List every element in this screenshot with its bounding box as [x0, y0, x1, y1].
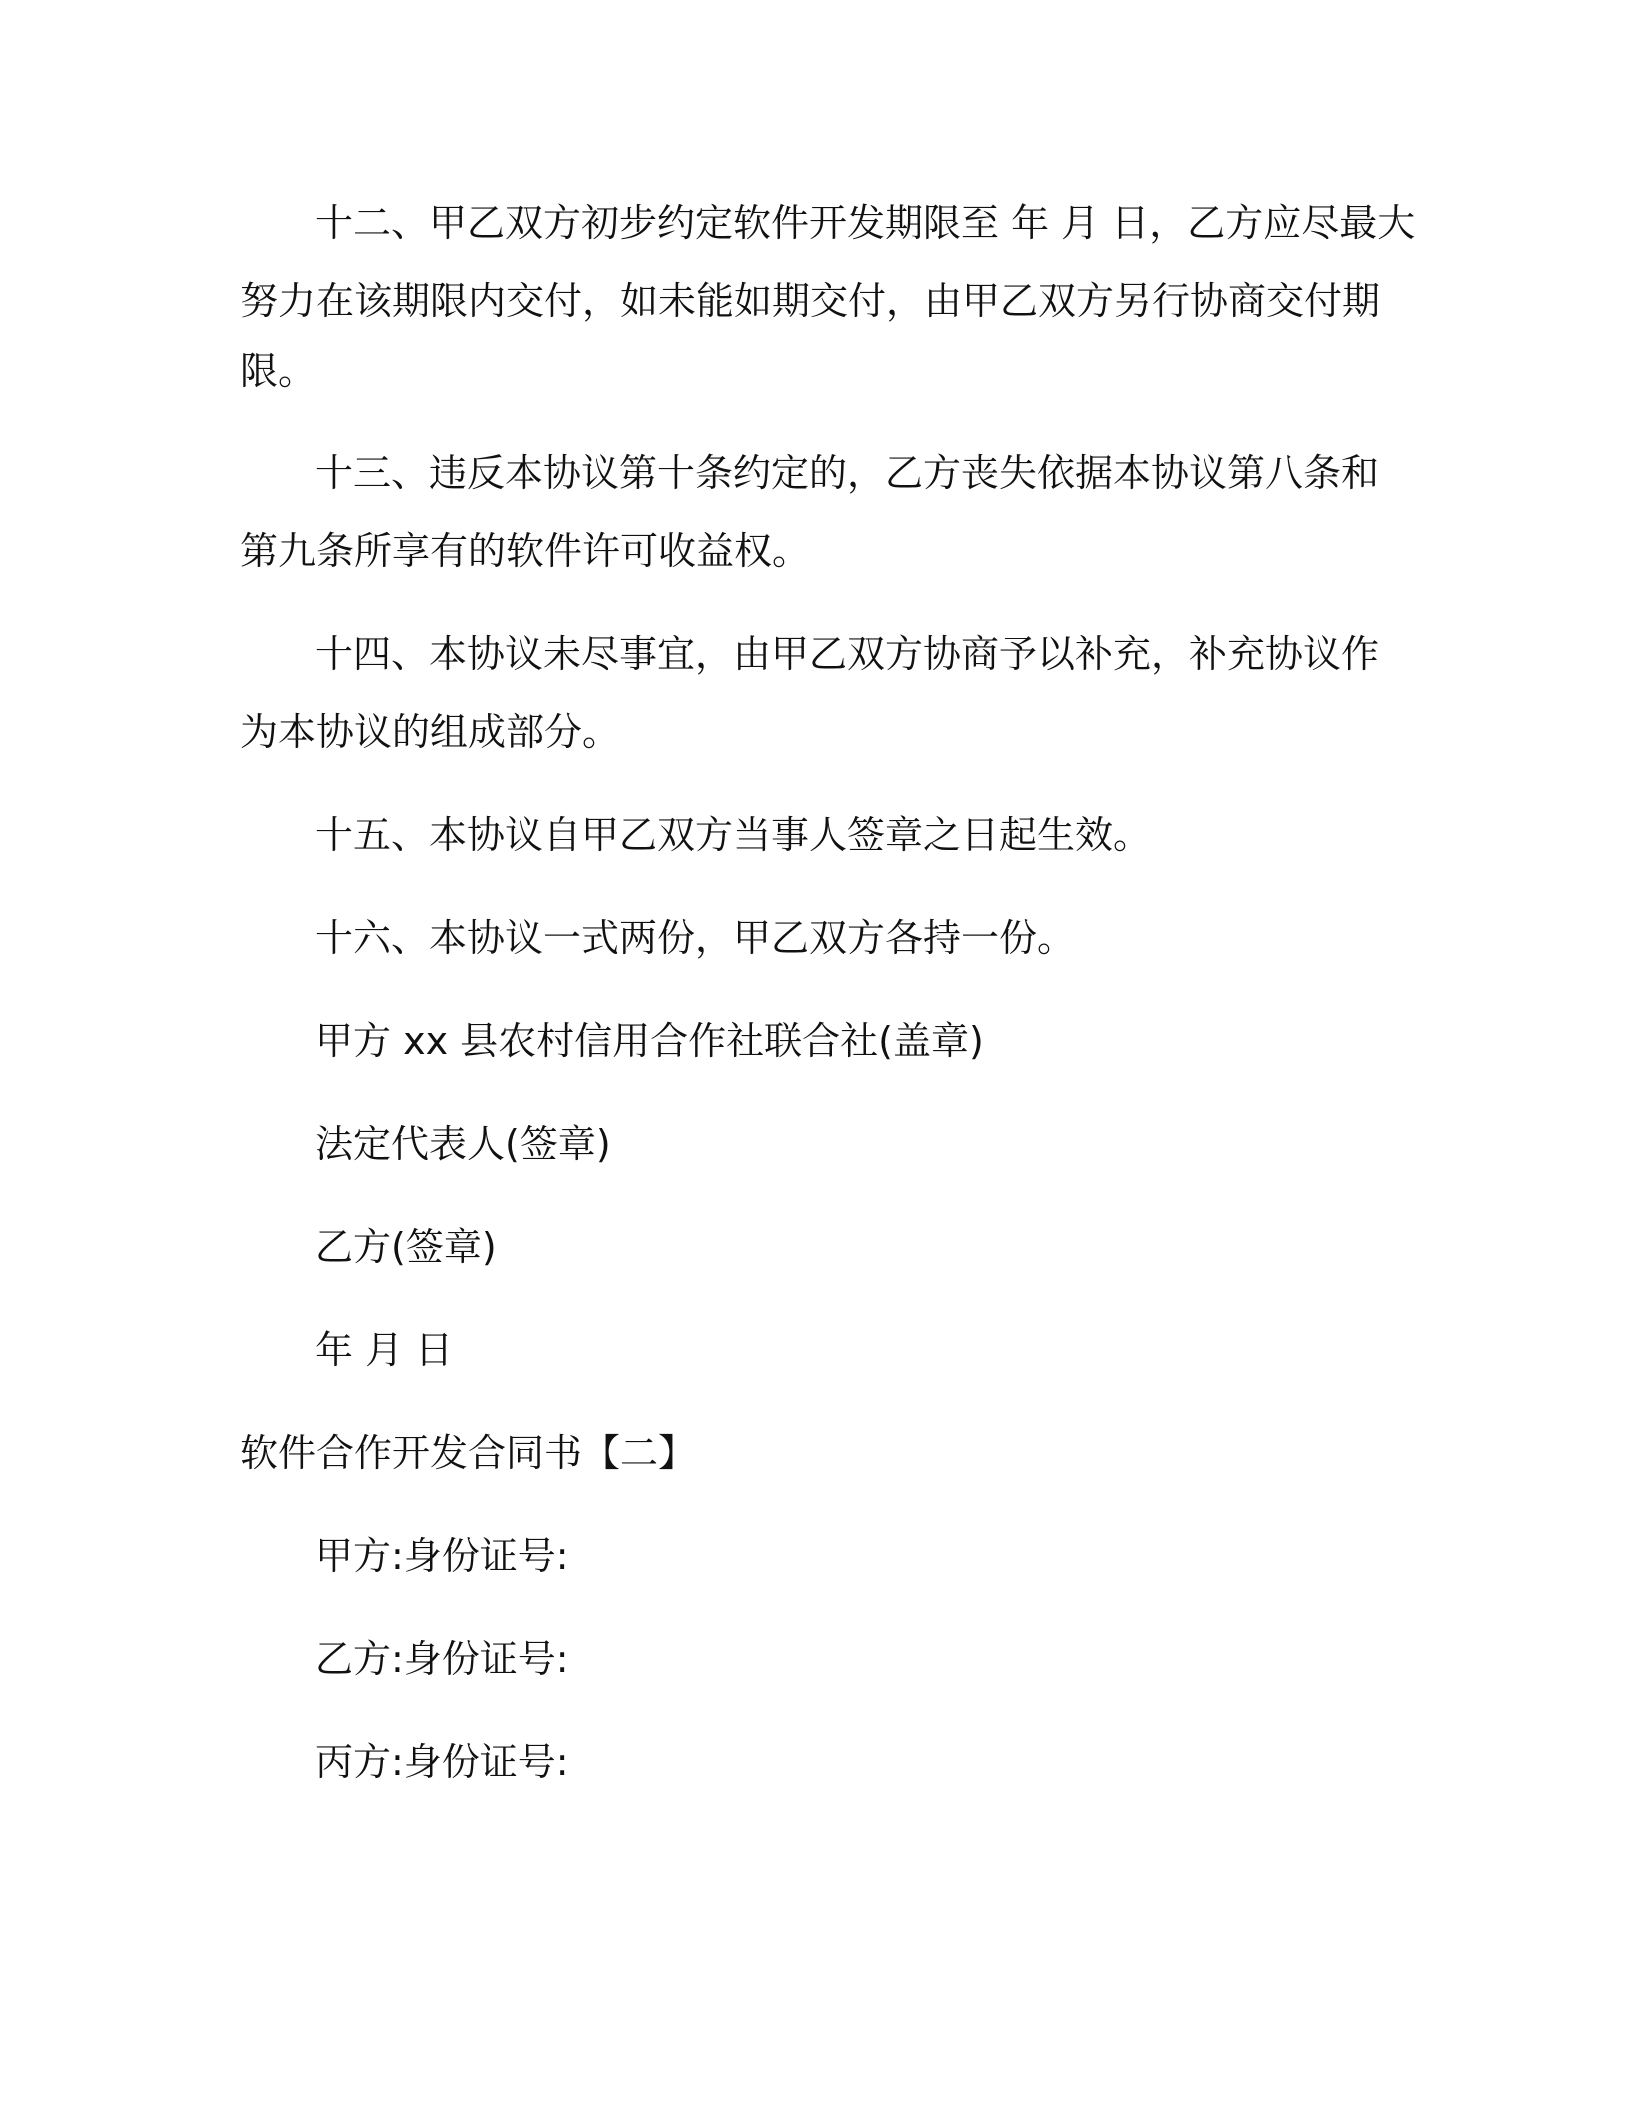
second-contract-party-b: 乙方:身份证号: — [315, 1637, 569, 1681]
clause-12-line-2: 努力在该期限内交付，如未能如期交付，由甲乙双方另行协商交付期 — [240, 279, 1381, 323]
clause-15: 十五、本协议自甲乙双方当事人签章之日起生效。 — [315, 813, 1152, 857]
second-contract-title: 软件合作开发合同书【二】 — [240, 1431, 697, 1475]
signature-date: 年 月 日 — [315, 1328, 454, 1372]
clause-14-line-1: 十四、本协议未尽事宜，由甲乙双方协商予以补充，补充协议作 — [315, 632, 1380, 676]
second-contract-party-a: 甲方:身份证号: — [315, 1534, 569, 1578]
party-a-seal-line: 甲方 xx 县农村信用合作社联合社(盖章) — [315, 1019, 984, 1063]
clause-16: 十六、本协议一式两份，甲乙双方各持一份。 — [315, 916, 1076, 960]
clause-12-line-1: 十二、甲乙双方初步约定软件开发期限至 年 月 日，乙方应尽最大 — [315, 201, 1416, 245]
party-b-seal-line: 乙方(签章) — [315, 1225, 497, 1269]
clause-14-line-2: 为本协议的组成部分。 — [240, 710, 621, 754]
clause-13-line-2: 第九条所享有的软件许可收益权。 — [240, 529, 811, 573]
clause-12-line-3: 限。 — [240, 349, 317, 393]
second-contract-party-c: 丙方:身份证号: — [315, 1740, 569, 1784]
clause-13-line-1: 十三、违反本协议第十条约定的，乙方丧失依据本协议第八条和 — [315, 451, 1380, 495]
legal-representative-line: 法定代表人(签章) — [315, 1122, 611, 1166]
